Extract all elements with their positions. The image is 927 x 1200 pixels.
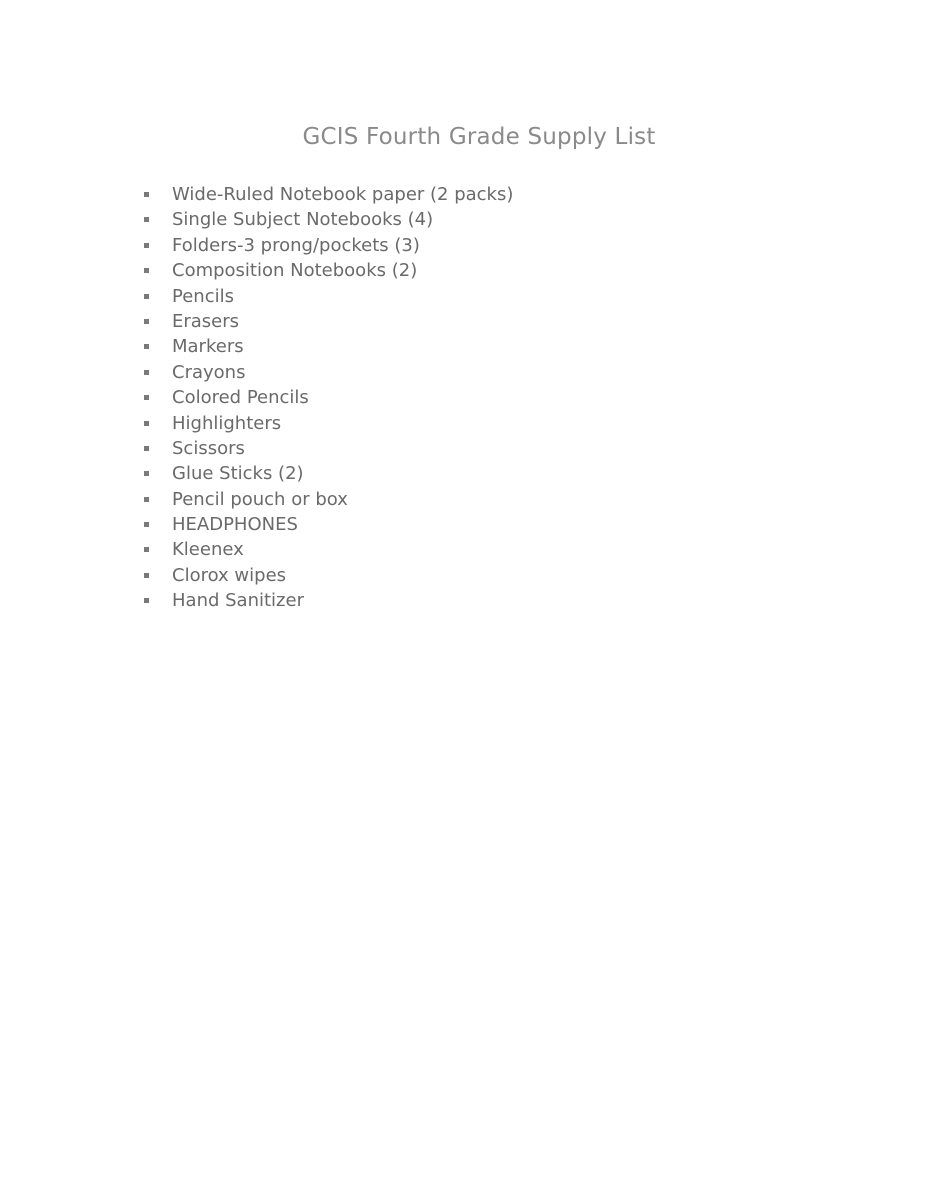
list-item-text: Crayons <box>172 361 246 383</box>
list-item-text: Kleenex <box>172 539 244 561</box>
square-bullet-icon <box>144 344 149 349</box>
square-bullet-icon <box>144 319 149 324</box>
list-item-text: Scissors <box>172 437 245 459</box>
square-bullet-icon <box>144 192 149 197</box>
list-item-text: Folders-3 prong/pockets (3) <box>172 234 420 256</box>
square-bullet-icon <box>144 217 149 222</box>
list-item-text: Pencils <box>172 285 234 307</box>
square-bullet-icon <box>144 370 149 375</box>
list-item-text: Erasers <box>172 310 240 332</box>
list-item-text: Pencil pouch or box <box>172 488 348 510</box>
square-bullet-icon <box>144 294 149 299</box>
list-item-text: Highlighters <box>172 412 282 434</box>
square-bullet-icon <box>144 598 149 603</box>
square-bullet-icon <box>144 573 149 578</box>
square-bullet-icon <box>144 471 149 476</box>
square-bullet-icon <box>144 421 149 426</box>
square-bullet-icon <box>144 497 149 502</box>
list-item-text: Wide-Ruled Notebook paper (2 packs) <box>172 184 514 205</box>
list-item-text: Glue Sticks (2) <box>172 463 304 485</box>
page-title: GCIS Fourth Grade Supply List <box>302 124 656 150</box>
list-item-text: HEADPHONES <box>172 514 298 536</box>
square-bullet-icon <box>144 268 149 273</box>
list-item-text: Clorox wipes <box>172 564 287 586</box>
square-bullet-icon <box>144 395 149 400</box>
square-bullet-icon <box>144 522 149 527</box>
list-item-text: Colored Pencils <box>172 387 309 409</box>
square-bullet-icon <box>144 547 149 552</box>
square-bullet-icon <box>144 243 149 248</box>
list-item-text: Hand Sanitizer <box>172 590 304 612</box>
list-item-text: Composition Notebooks (2) <box>172 260 418 282</box>
square-bullet-icon <box>144 446 149 451</box>
list-item-text: Single Subject Notebooks (4) <box>172 209 434 231</box>
list-item-text: Markers <box>172 336 244 358</box>
